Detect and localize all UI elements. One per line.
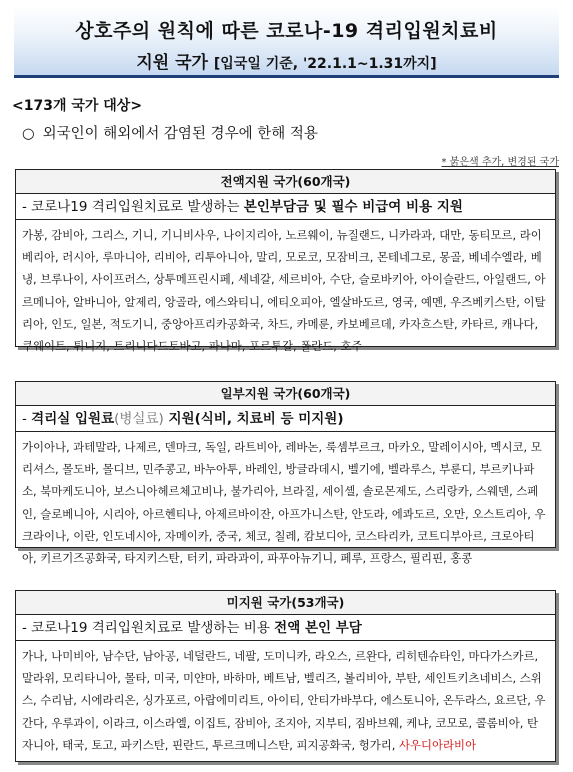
scope-label: <173개 국가 대상> <box>12 98 143 114</box>
full-support-description <box>16 194 555 220</box>
bullet-line <box>22 122 318 143</box>
partial-support-desc-bold2: 지원(식비, 치료비 등 미지원) <box>163 411 344 427</box>
no-support-desc-bold: 전액 본인 부담 <box>274 620 362 636</box>
page-title: 상호주의 원칙에 따른 코로나-19 격리입원치료비 <box>75 20 498 42</box>
bullet-text: 외국인이 해외에서 감염된 경우에 한해 적용 <box>42 126 318 142</box>
no-support-countries-added: 사우디아라비아 <box>395 737 477 752</box>
circle-bullet-icon: ○ <box>22 126 35 142</box>
partial-support-country-list: 가이아나, 과테말라, 나제르, 덴마크, 독일, 라트비아, 레바논, 룩셈부르크, 마카오, 말레이시아, 멕시코, 모리셔스, 몰도바, 몰디브, 민주콩고, 바누아투, 바레인, 방글라데시, 벨기에, 벨라루스, 부룬디, 부르키나파소, 북마케도니아, 보스니아헤르체고비나, 불가리아, 브라질, 세이셸, 솔로몬제도, 스리랑카, 스웨덴, 스페인, 슬로베니아, 시리아, 아르헨티나, 아제르바이잔, 아프가니스탄, 안도라, 에콰도르, 오만, 오스트리아, 우크라이나, 이란, 인도네시아, 자메이카, 중국, 체코, 칠레, 캄보디아, 코스타리카, 코트디부아르, 크로아티아, 키르기즈공화국, 타지키스탄, 터키, 파라과이, 파푸아뉴기니, 페루, 프랑스, 필리핀, 홍콩 <box>22 440 546 566</box>
no-support-desc-prefix: - 코로나19 격리입원치료로 발생하는 비용 <box>22 620 275 636</box>
no-support-panel <box>15 590 556 762</box>
no-support-country-list <box>16 641 555 762</box>
change-note: * 붉은색 추가, 변경된 국가 <box>441 157 559 168</box>
partial-support-panel <box>15 381 556 566</box>
page-subtitle <box>14 48 559 73</box>
partial-support-title: 일부지원 국가(60개국) <box>16 382 555 406</box>
full-support-panel <box>15 169 556 354</box>
full-support-desc-prefix: - 코로나19 격리입원치료로 발생하는 <box>22 199 244 215</box>
full-support-desc-bold: 본인부담금 및 필수 비급여 비용 지원 <box>243 199 463 215</box>
full-support-title: 전액지원 국가(60개국) <box>16 170 555 194</box>
no-support-description <box>16 615 555 641</box>
full-support-country-list: 가봉, 감비아, 그리스, 기니, 기니비사우, 나이지리아, 노르웨이, 뉴질랜드, 니카라과, 대만, 동티모르, 라이베리아, 러시아, 루마니아, 리비아, 리투아니아, 말리, 모로코, 모잠비크, 몬테네그로, 몽골, 베네수엘라, 베냉, 브루나이, 사이프러스, 상투메프린시페, 세네갈, 세르비아, 수단, 슬로바키아, 아이슬란드, 아일랜드, 아르메니아, 알바니아, 알제리, 앙골라, 에스와티니, 에티오피아, 엘살바도르, 영국, 예멘, 우즈베키스탄, 이탈리아, 인도, 일본, 적도기니, 중앙아프리카공화국, 차드, 카메룬, 카보베르데, 카자흐스탄, 카타르, 캐나다, 쿠웨이트, 튀니지, 트리니다드토바고, 파나마, 포르투갈, 폴란드, 호주 <box>22 228 546 354</box>
partial-support-desc-gray: (병실료) <box>114 411 164 427</box>
subtitle-period: [입국일 기준, '22.1.1~1.31까지] <box>213 56 437 72</box>
subtitle-main: 지원 국가 <box>136 53 208 73</box>
partial-support-desc-prefix: - <box>22 411 32 427</box>
no-support-title: 미지원 국가(53개국) <box>16 591 555 615</box>
partial-support-desc-bold: 격리실 입원료 <box>31 411 115 427</box>
title-banner <box>14 6 559 78</box>
partial-support-description <box>16 406 555 432</box>
no-support-countries: 가나, 나미비아, 남수단, 남아공, 네덜란드, 네팔, 도미니카, 라오스, 르완다, 리히텐슈타인, 마다가스카르, 말라위, 모리타니아, 몰타, 미국, 미얀마, 바하마, 베트남, 벨리즈, 볼리비아, 부탄, 세인트키츠네비스, 스위스, 수리남, 시에라리온, 싱가포르, 아랍에미리트, 아이티, 안티가바부다, 에스토니아, 온두라스, 요르단, 우간다, 우루과이, 이라크, 이스라엘, 이집트, 잠비아, 조지아, 지부티, 짐바브웨, 케냐, 코모로, 콜롬비아, 탄자니아, 태국, 토고, 파키스탄, 핀란드, 투르크메니스탄, 피지공화국, 헝가리, <box>22 649 546 752</box>
